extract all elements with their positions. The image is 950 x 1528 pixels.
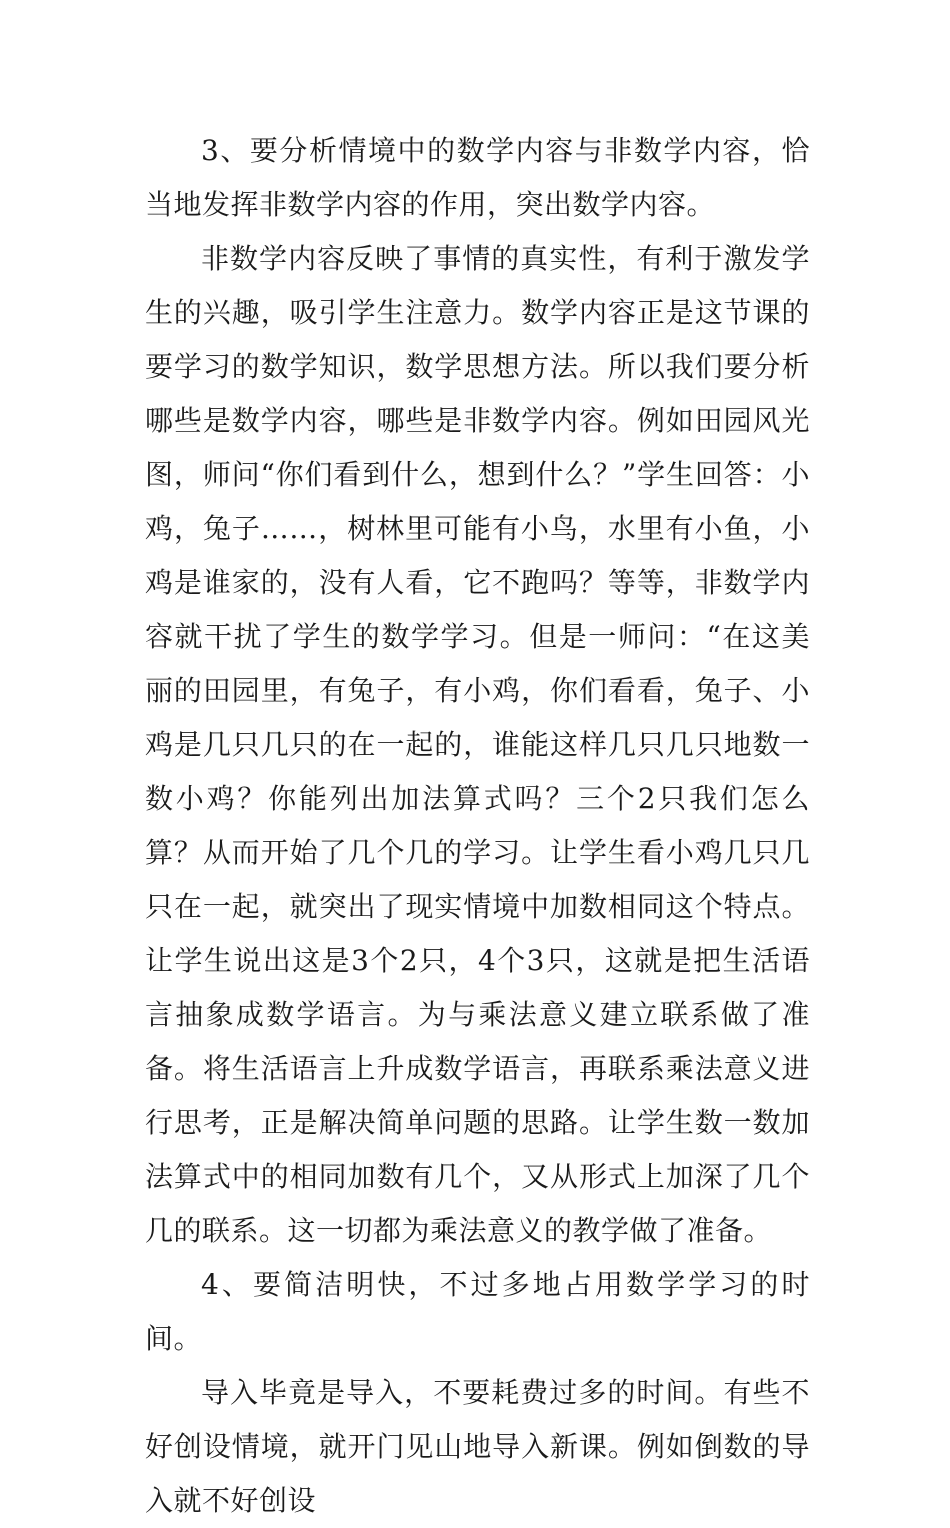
paragraph-point-3-body: 非数学内容反映了事情的真实性，有利于激发学生的兴趣，吸引学生注意力。数学内容正是这节课的要学习的数学知识，数学思想方法。所以我们要分析哪些是数学内容，哪些是非数学内容。例如田园风光图，师问“你们看到什么，想到什么？”学生回答：小鸡，兔子……，树林里可能有小鸟，水里有小鱼，小鸡是谁家的，没有人看，它不跑吗？等等，非数学内容就干扰了学生的数学学习。但是一师问：“在这美丽的田园里，有兔子，有小鸡，你们看看，兔子、小鸡是几只几只的在一起的，谁能这样几只几只地数一数小鸡？你能列出加法算式吗？三个2只我们怎么算？从而开始了几个几的学习。让学生看小鸡几只几只在一起，就突出了现实情境中加数相同这个特点。让学生说出这是3个2只，4个3只，这就是把生活语言抽象成数学语言。为与乘法意义建立联系做了准备。将生活语言上升成数学语言，再联系乘法意义进行思考，正是解决简单问题的思路。让学生数一数加法算式中的相同加数有几个，又从形式上加深了几个几的联系。这一切都为乘法意义的教学做了准备。 bbox=[145, 242, 810, 1247]
paragraph-point-4-heading: 4、要简洁明快，不过多地占用数学学习的时间。 bbox=[145, 1268, 810, 1355]
paragraph-point-3-heading: 3、要分析情境中的数学内容与非数学内容，恰当地发挥非数学内容的作用，突出数学内容。 bbox=[145, 134, 810, 221]
paragraph-point-4-body: 导入毕竟是导入，不要耗费过多的时间。有些不好创设情境，就开门见山地导入新课。例如倒数的导入就不好创设 bbox=[145, 1376, 810, 1517]
document-body bbox=[145, 124, 810, 1528]
